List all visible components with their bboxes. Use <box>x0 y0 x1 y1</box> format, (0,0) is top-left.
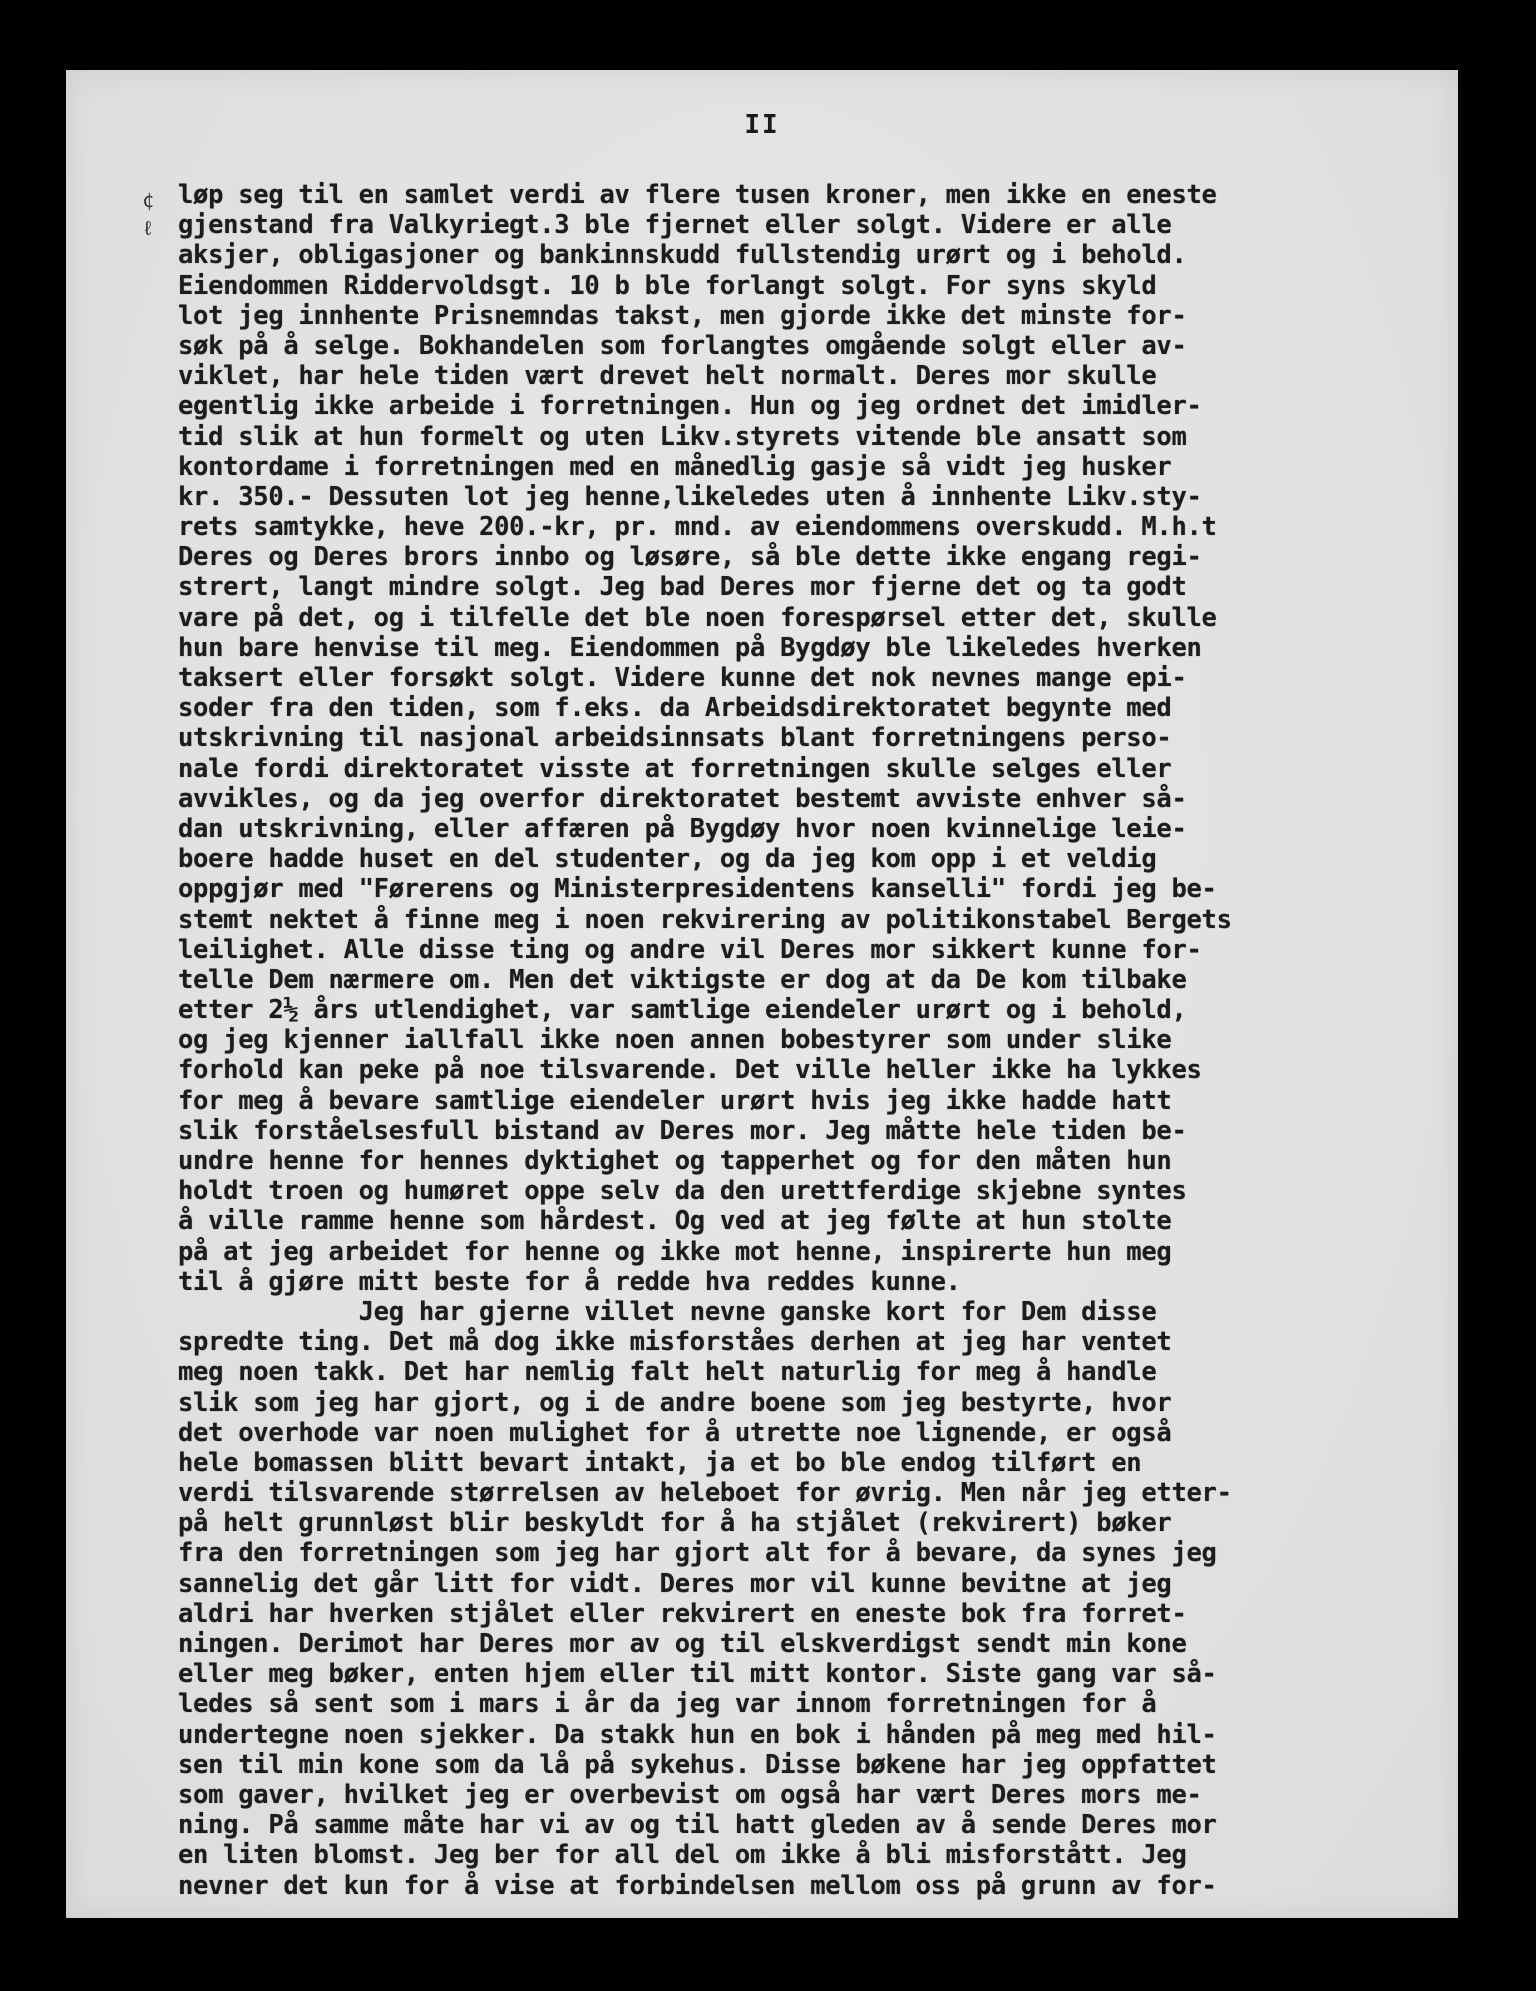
text-line: soder fra den tiden, som f.eks. da Arbeidsdirektoratet begynte med <box>178 693 1172 724</box>
margin-mark: ¢ <box>142 188 155 212</box>
text-line: slik forståelsesfull bistand av Deres mor. Jeg måtte hele tiden be- <box>178 1115 1187 1146</box>
text-line: etter 2½ års utlendighet, var samtlige eiendeler urørt og i behold, <box>178 995 1187 1026</box>
text-line: meg noen takk. Det har nemlig falt helt naturlig for meg å handle <box>178 1357 1157 1388</box>
text-line: Jeg har gjerne villet nevne ganske kort for Dem disse <box>178 1296 1157 1327</box>
page-number: II <box>744 110 780 140</box>
text-line: avvikles, og da jeg overfor direktoratet bestemt avviste enhver så- <box>178 783 1187 814</box>
typewritten-body <box>178 180 1448 1901</box>
text-line: spredte ting. Det må dog ikke misforståes derhen at jeg har ventet <box>178 1327 1172 1358</box>
text-line: stemt nektet å finne meg i noen rekvirering av politikonstabel Bergets <box>178 904 1232 935</box>
text-line: rets samtykke, heve 200.-kr, pr. mnd. av eiendommens overskudd. M.h.t <box>178 512 1217 543</box>
text-line: ledes så sent som i mars i år da jeg var innom forretningen for å <box>178 1689 1157 1720</box>
text-line: aldri har hverken stjålet eller rekvirert en eneste bok fra forret- <box>178 1598 1187 1629</box>
margin-mark: ℓ <box>142 216 155 240</box>
text-line: lot jeg innhente Prisnemndas takst, men gjorde ikke det minste for- <box>178 300 1187 331</box>
text-line: løp seg til en samlet verdi av flere tusen kroner, men ikke en eneste <box>178 180 1217 210</box>
text-line: ning. På samme måte har vi av og til hatt gleden av å sende Deres mor <box>178 1810 1217 1841</box>
text-line: fra den forretningen som jeg har gjort alt for å bevare, da synes jeg <box>178 1538 1217 1569</box>
text-line: å ville ramme henne som hårdest. Og ved at jeg følte at hun stolte <box>178 1206 1172 1237</box>
text-line: søk på å selge. Bokhandelen som forlangtes omgående solgt eller av- <box>178 330 1187 361</box>
text-line: og jeg kjenner iallfall ikke noen annen bobestyrer som under slike <box>178 1025 1172 1056</box>
text-line: en liten blomst. Jeg ber for all del om ikke å bli misforstått. Jeg <box>178 1840 1187 1871</box>
text-line: slik som jeg har gjort, og i de andre boene som jeg bestyrte, hvor <box>178 1387 1172 1418</box>
text-line: nale fordi direktoratet visste at forretningen skulle selges eller <box>178 753 1172 784</box>
text-line: ningen. Derimot har Deres mor av og til elskverdigst sendt min kone <box>178 1629 1187 1659</box>
text-line: sannelig det går litt for vidt. Deres mor vil kunne bevitne at jeg <box>178 1568 1172 1599</box>
text-line: gjenstand fra Valkyriegt.3 ble fjernet eller solgt. Videre er alle <box>178 210 1172 241</box>
text-line: det overhode var noen mulighet for å utrette noe lignende, er også <box>178 1417 1172 1448</box>
text-line: utskrivning til nasjonal arbeidsinnsats blant forretningens perso- <box>178 723 1172 754</box>
text-line: på at jeg arbeidet for henne og ikke mot henne, inspirerte hun meg <box>178 1236 1172 1267</box>
document-page <box>66 70 1458 1918</box>
text-line: taksert eller forsøkt solgt. Videre kunne det nok nevnes mange epi- <box>178 663 1187 693</box>
text-line: som gaver, hvilket jeg er overbevist om også har vært Deres mors me- <box>178 1779 1202 1810</box>
text-line: forhold kan peke på noe tilsvarende. Det ville heller ikke ha lykkes <box>178 1055 1202 1086</box>
text-line: for meg å bevare samtlige eiendeler urørt hvis jeg ikke hadde hatt <box>178 1085 1172 1116</box>
text-line: Eiendommen Riddervoldsgt. 10 b ble forlangt solgt. For syns skyld <box>178 270 1157 301</box>
text-line: kr. 350.- Dessuten lot jeg henne,likeledes uten å innhente Likv.sty- <box>178 481 1202 512</box>
text-line: vare på det, og i tilfelle det ble noen forespørsel etter det, skulle <box>178 602 1217 633</box>
text-line: eller meg bøker, enten hjem eller til mitt kontor. Siste gang var så- <box>178 1659 1217 1690</box>
text-line: oppgjør med "Førerens og Ministerpresidentens kanselli" fordi jeg be- <box>178 874 1217 905</box>
text-line: sen til min kone som da lå på sykehus. Disse bøkene har jeg oppfattet <box>178 1749 1217 1780</box>
text-line: holdt troen og humøret oppe selv da den urettferdige skjebne syntes <box>178 1176 1187 1207</box>
text-line: på helt grunnløst blir beskyldt for å ha stjålet (rekvirert) bøker <box>178 1508 1172 1539</box>
text-line: telle Dem nærmere om. Men det viktigste er dog at da De kom tilbake <box>178 964 1187 995</box>
text-line: egentlig ikke arbeide i forretningen. Hun og jeg ordnet det imidler- <box>178 391 1202 422</box>
text-line: hun bare henvise til meg. Eiendommen på Bygdøy ble likeledes hverken <box>178 632 1202 663</box>
margin-marks <box>142 186 154 242</box>
text-line: verdi tilsvarende størrelsen av heleboet for øvrig. Men når jeg etter- <box>178 1478 1232 1509</box>
text-line: tid slik at hun formelt og uten Likv.styrets vitende ble ansatt som <box>178 421 1187 452</box>
text-line: boere hadde huset en del studenter, og da jeg kom opp i et veldig <box>178 844 1157 875</box>
text-line: til å gjøre mitt beste for å redde hva reddes kunne. <box>178 1266 961 1297</box>
text-line: leilighet. Alle disse ting og andre vil Deres mor sikkert kunne for- <box>178 934 1202 965</box>
text-line: dan utskrivning, eller affæren på Bygdøy hvor noen kvinnelige leie- <box>178 813 1187 844</box>
text-line: undertegne noen sjekker. Da stakk hun en bok i hånden på meg med hil- <box>178 1719 1217 1750</box>
text-line: viklet, har hele tiden vært drevet helt normalt. Deres mor skulle <box>178 361 1157 392</box>
text-line: undre henne for hennes dyktighet og tapperhet og for den måten hun <box>178 1146 1172 1176</box>
text-line: kontordame i forretningen med en månedlig gasje så vidt jeg husker <box>178 451 1172 482</box>
text-line: nevner det kun for å vise at forbindelsen mellom oss på grunn av for- <box>178 1870 1217 1901</box>
text-line: Deres og Deres brors innbo og løsøre, så ble dette ikke engang regi- <box>178 542 1202 573</box>
text-line: aksjer, obligasjoner og bankinnskudd fullstendig urørt og i behold. <box>178 240 1187 271</box>
text-line: strert, langt mindre solgt. Jeg bad Deres mor fjerne det og ta godt <box>178 572 1187 603</box>
text-line: hele bomassen blitt bevart intakt, ja et bo ble endog tilført en <box>178 1447 1142 1478</box>
